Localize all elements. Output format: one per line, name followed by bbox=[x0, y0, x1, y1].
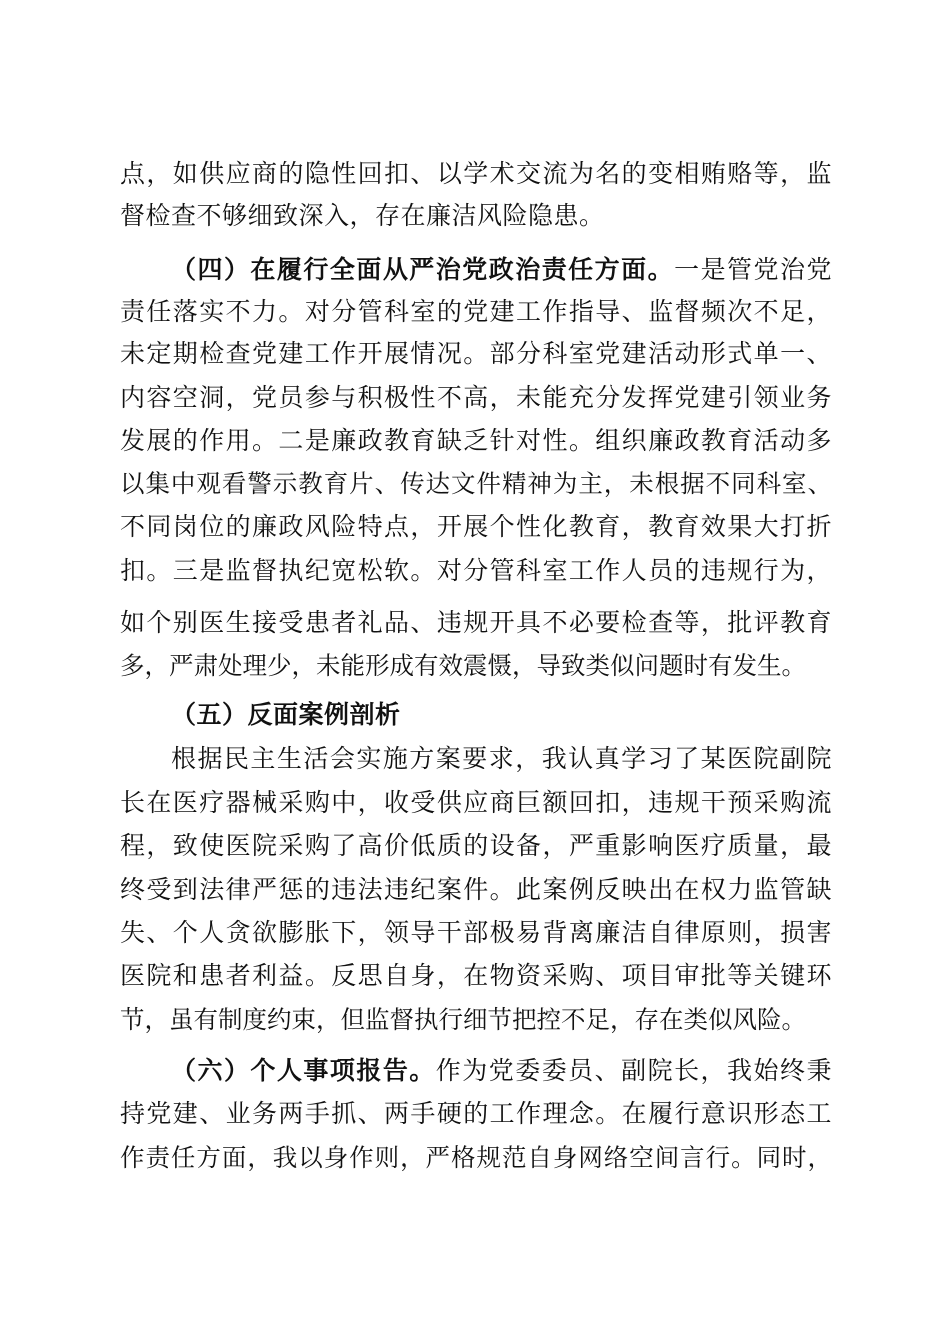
paragraph-line: 根据民主生活会实施方案要求，我认真学习了某医院副院 bbox=[171, 744, 832, 773]
paragraph-line: 内容空洞，党员参与积极性不高，未能充分发挥党建引领业务 bbox=[120, 383, 832, 412]
section-4-heading: （四）在履行全面从严治党政治责任方面。 bbox=[171, 255, 675, 284]
paragraph-line: 点，如供应商的隐性回扣、以学术交流为名的变相贿赂等，监 bbox=[120, 159, 832, 188]
paragraph-line: 未定期检查党建工作开展情况。部分科室党建活动形式单一、 bbox=[120, 339, 832, 368]
paragraph-line: 以集中观看警示教育片、传达文件精神为主，未根据不同科室、 bbox=[120, 469, 832, 498]
paragraph-line: 多，严肃处理少，未能形成有效震慑，导致类似问题时有发生。 bbox=[120, 651, 806, 680]
paragraph-line: 如个别医生接受患者礼品、违规开具不必要检查等，批评教育 bbox=[120, 608, 832, 637]
paragraph-line: 医院和患者利益。反思自身，在物资采购、项目审批等关键环 bbox=[120, 961, 832, 990]
section-5-heading: （五）反面案例剖析 bbox=[171, 700, 401, 729]
section-6-first-line bbox=[171, 1050, 832, 1092]
section-6-heading: （六）个人事项报告。 bbox=[171, 1056, 436, 1085]
paragraph-line: 长在医疗器械采购中，收受供应商巨额回扣，违规干预采购流 bbox=[120, 788, 832, 817]
paragraph-line: 终受到法律严惩的违法违纪案件。此案例反映出在权力监管缺 bbox=[120, 875, 832, 904]
paragraph-line: 督检查不够细致深入，存在廉洁风险隐患。 bbox=[120, 201, 605, 230]
section-4-first-line bbox=[171, 249, 832, 291]
paragraph-line: 责任落实不力。对分管科室的党建工作指导、监督频次不足， bbox=[120, 297, 832, 326]
paragraph-line: 发展的作用。二是廉政教育缺乏针对性。组织廉政教育活动多 bbox=[120, 426, 832, 455]
paragraph-line: 作责任方面，我以身作则，严格规范自身网络空间言行。同时， bbox=[120, 1143, 832, 1172]
paragraph-line: 程，致使医院采购了高价低质的设备，严重影响医疗质量，最 bbox=[120, 831, 832, 860]
paragraph-line: 持党建、业务两手抓、两手硬的工作理念。在履行意识形态工 bbox=[120, 1099, 832, 1128]
section-6-text: 作为党委委员、副院长，我始终秉 bbox=[435, 1056, 832, 1085]
paragraph-line: 不同岗位的廉政风险特点，开展个性化教育，教育效果大打折 bbox=[120, 512, 832, 541]
paragraph-line: 扣。三是监督执纪宽松软。对分管科室工作人员的违规行为， bbox=[120, 556, 832, 585]
section-4-text: 一是管党治党 bbox=[674, 255, 832, 284]
paragraph-line: 失、个人贪欲膨胀下，领导干部极易背离廉洁自律原则，损害 bbox=[120, 918, 832, 947]
paragraph-line: 节，虽有制度约束，但监督执行细节把控不足，存在类似风险。 bbox=[120, 1005, 806, 1034]
